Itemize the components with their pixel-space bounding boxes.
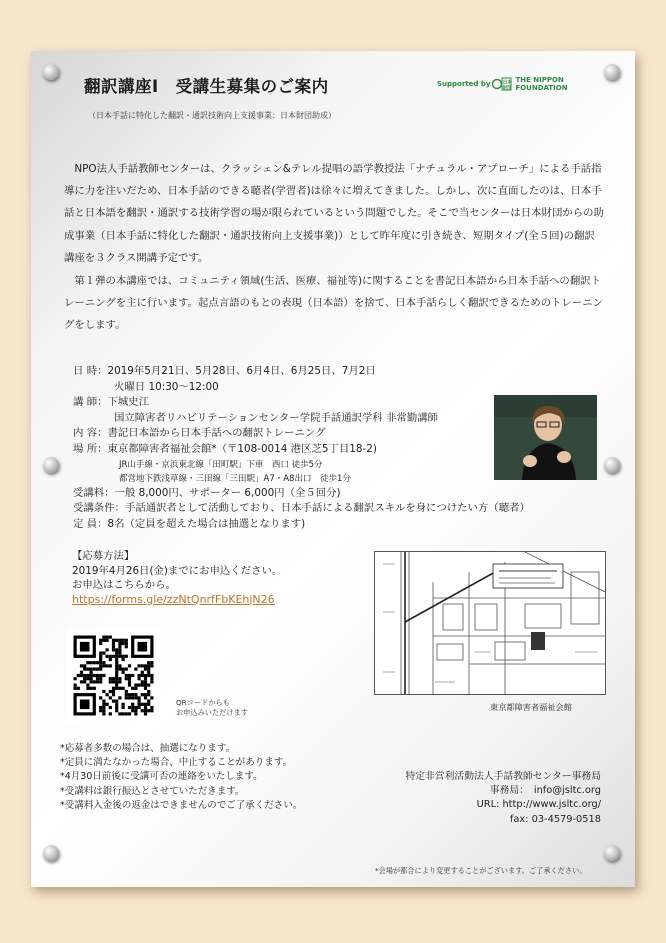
qr-module — [138, 677, 141, 680]
qr-module — [115, 668, 118, 671]
qr-module — [128, 677, 131, 680]
qr-module — [109, 680, 112, 683]
qr-code[interactable] — [66, 628, 161, 723]
qr-module — [74, 677, 77, 680]
qr-module — [141, 709, 144, 712]
qr-module — [144, 706, 147, 709]
qr-module — [141, 674, 144, 677]
qr-module — [150, 677, 153, 680]
instructor-photo — [494, 395, 597, 480]
qr-module — [96, 668, 99, 671]
qr-module — [99, 706, 102, 709]
qr-module — [131, 687, 134, 690]
qr-module — [102, 700, 105, 703]
qr-module — [90, 687, 93, 690]
qr-finder-pattern — [80, 700, 90, 710]
qr-module — [90, 677, 93, 680]
qr-module — [131, 696, 134, 699]
info-venue: 場 所：東京都障害者福祉会館*（〒108-0014 港区芝5丁目18-2) — [73, 442, 377, 455]
qr-module — [83, 680, 86, 683]
apply-deadline: 2019年4月26日(金)までにお申込ください。 — [72, 564, 283, 577]
apply-form-link[interactable]: https://forms.gle/zzNtQnrfFbKEhjN26 — [72, 592, 275, 606]
notes-list — [60, 742, 302, 813]
qr-module — [80, 680, 83, 683]
qr-module — [144, 668, 147, 671]
qr-module — [102, 703, 105, 706]
pin-top-right — [604, 64, 620, 80]
qr-module — [99, 661, 102, 664]
qr-module — [86, 684, 89, 687]
qr-module — [118, 687, 121, 690]
qr-module — [102, 709, 105, 712]
qr-module — [106, 664, 109, 667]
pin-mid-right — [604, 457, 620, 473]
qr-module — [122, 639, 125, 642]
qr-module — [118, 639, 121, 642]
qr-module — [141, 664, 144, 667]
apply-heading: 【応募方法】 — [72, 550, 135, 562]
qr-module — [138, 674, 141, 677]
qr-module — [125, 655, 128, 658]
qr-module — [112, 700, 115, 703]
qr-module — [125, 690, 128, 693]
qr-module — [150, 674, 153, 677]
qr-module — [125, 668, 128, 671]
qr-module — [144, 709, 147, 712]
qr-module — [134, 684, 137, 687]
qr-module — [90, 668, 93, 671]
qr-module — [147, 693, 150, 696]
qr-module — [141, 671, 144, 674]
qr-module — [125, 712, 128, 715]
qr-module — [118, 652, 121, 655]
info-access-subway: 都営地下鉄浅草線・三田線「三田駅」A7・A8出口 徒歩1分 — [119, 473, 351, 484]
qr-module — [102, 674, 105, 677]
qr-module — [122, 712, 125, 715]
qr-module — [122, 671, 125, 674]
qr-module — [144, 674, 147, 677]
qr-module — [118, 696, 121, 699]
org-fax: fax: 03-4579-0518 — [509, 813, 601, 825]
sponsor-name-line1: THE NIPPON — [515, 76, 564, 84]
qr-module — [115, 677, 118, 680]
qr-module — [112, 639, 115, 642]
intro-paragraph-1: NPO法人手話教師センターは、クラッシェン&テレル提唱の語学教授法「ナチュラル・アプローチ」による手話指導に力を注いだため、日本手話のできる聴者(学習者)は徐々に増えてきました。しかし、次に直面したのは、日本手話と日本語を翻訳・通訳する技術学習の場が限られているという問題でした。そこで当センターは日本財団からの助成事業（日本手話に特化した翻訳・通訳技術向上支援事業)）として昨年度に引き続き、短期タイプ(全５回)の翻訳講座を３クラス開講予定です。 — [64, 163, 604, 264]
qr-module — [99, 696, 102, 699]
qr-module — [150, 680, 153, 683]
qr-module — [83, 677, 86, 680]
qr-module — [115, 661, 118, 664]
org-url[interactable]: URL: http://www.jsltc.org/ — [476, 799, 601, 811]
qr-module — [109, 658, 112, 661]
qr-module — [90, 674, 93, 677]
qr-module — [125, 639, 128, 642]
org-name: 特定非営利活動法人手話教師センター事務局 — [405, 771, 601, 782]
qr-module — [115, 687, 118, 690]
info-access-jr: JR山手線・京浜東北線「田町駅」下車 西口 徒歩5分 — [119, 459, 323, 470]
qr-module — [138, 700, 141, 703]
qr-module — [99, 652, 102, 655]
venue-marker — [531, 632, 545, 650]
qr-module — [147, 684, 150, 687]
qr-module — [102, 706, 105, 709]
map-caption: 東京都障害者福祉会館 — [490, 702, 572, 712]
qr-module — [80, 671, 83, 674]
info-dates: 日 時：2019年5月21日、5月28日、6月4日、6月25日、7月2日 — [73, 365, 376, 377]
apply-section — [72, 549, 282, 607]
qr-module — [115, 680, 118, 683]
pin-top-left — [43, 64, 59, 80]
qr-module — [134, 668, 137, 671]
qr-module — [122, 642, 125, 645]
qr-module — [125, 677, 128, 680]
qr-module — [118, 668, 121, 671]
qr-module — [128, 706, 131, 709]
org-email[interactable]: 事務局： info@jsltc.org — [489, 785, 601, 797]
qr-module — [150, 696, 153, 699]
qr-module — [112, 680, 115, 683]
info-time: 火曜日 10:30～12:00 — [114, 380, 219, 393]
qr-module — [128, 696, 131, 699]
qr-module — [131, 703, 134, 706]
qr-module — [109, 664, 112, 667]
qr-module — [115, 639, 118, 642]
qr-module — [106, 703, 109, 706]
qr-module — [144, 712, 147, 715]
sponsor-name — [515, 76, 567, 92]
qr-module — [99, 639, 102, 642]
qr-module — [90, 661, 93, 664]
qr-module — [125, 645, 128, 648]
pin-bottom-right — [604, 845, 620, 861]
qr-module — [99, 677, 102, 680]
qr-module — [115, 684, 118, 687]
qr-module — [74, 684, 77, 687]
info-content: 内 容：書記日本語から日本手話への翻訳トレーニング — [73, 427, 326, 440]
qr-module — [112, 687, 115, 690]
qr-module — [106, 639, 109, 642]
qr-module — [115, 655, 118, 658]
qr-module — [122, 703, 125, 706]
intro-paragraph-2: 第１弾の本講座では、コミュニティ領域(生活、医療、福祉等)に関することを書記日本語から日本手話への翻訳トレーニングを主に行います。起点言語のもとの表現（日本語）を捨て、日本手話らしく翻訳できるためのトレーニングをします。 — [64, 275, 604, 332]
qr-module — [90, 680, 93, 683]
qr-module — [102, 664, 105, 667]
qr-module — [138, 684, 141, 687]
qr-module — [102, 652, 105, 655]
info-instructor: 講 師：下城史江 — [73, 396, 150, 409]
qr-module — [86, 687, 89, 690]
qr-module — [125, 674, 128, 677]
qr-module — [134, 687, 137, 690]
qr-caption-line2: お申込みいただけます — [176, 708, 248, 717]
qr-module — [147, 709, 150, 712]
qr-module — [128, 684, 131, 687]
qr-code-graphic — [66, 628, 161, 723]
organization-contact — [366, 770, 601, 827]
qr-module — [118, 648, 121, 651]
qr-module — [109, 712, 112, 715]
page-subtitle: （日本手話に特化した翻訳・通訳技術向上支援事業：日本財団助成） — [88, 111, 336, 120]
qr-module — [86, 661, 89, 664]
qr-module — [125, 696, 128, 699]
qr-module — [144, 696, 147, 699]
qr-module — [106, 636, 109, 639]
qr-module — [115, 652, 118, 655]
qr-module — [102, 661, 105, 664]
qr-module — [99, 658, 102, 661]
qr-module — [141, 693, 144, 696]
qr-module — [118, 655, 121, 658]
qr-module — [102, 639, 105, 642]
qr-module — [147, 664, 150, 667]
qr-module — [106, 648, 109, 651]
qr-module — [77, 674, 80, 677]
qr-module — [125, 642, 128, 645]
qr-module — [115, 709, 118, 712]
qr-module — [115, 674, 118, 677]
sponsor-mark-top: 日本 — [503, 80, 513, 86]
sponsor-block — [437, 75, 568, 93]
qr-module — [106, 693, 109, 696]
qr-module — [147, 668, 150, 671]
qr-module — [131, 709, 134, 712]
qr-module — [144, 693, 147, 696]
qr-module — [74, 687, 77, 690]
qr-module — [99, 668, 102, 671]
qr-module — [122, 658, 125, 661]
qr-module — [122, 687, 125, 690]
qr-module — [99, 674, 102, 677]
note-item: *定員に満たなかった場合、中止することがあります。 — [60, 757, 292, 769]
qr-module — [141, 680, 144, 683]
qr-module — [115, 703, 118, 706]
qr-module — [144, 677, 147, 680]
qr-module — [112, 645, 115, 648]
qr-module — [115, 658, 118, 661]
sponsor-name-line2: FOUNDATION — [515, 84, 568, 92]
qr-module — [131, 674, 134, 677]
qr-module — [112, 655, 115, 658]
qr-module — [118, 645, 121, 648]
instructor-photo-graphic — [494, 395, 597, 480]
qr-module — [138, 696, 141, 699]
qr-module — [86, 674, 89, 677]
qr-module — [134, 712, 137, 715]
qr-module — [102, 712, 105, 715]
qr-module — [90, 671, 93, 674]
qr-caption — [176, 698, 248, 718]
footnote: *会場が都合により変更することがございます。ご了承ください。 — [375, 866, 587, 875]
qr-module — [134, 693, 137, 696]
qr-module — [141, 684, 144, 687]
qr-module — [125, 693, 128, 696]
qr-module — [83, 674, 86, 677]
qr-module — [83, 664, 86, 667]
note-item: *応募者多数の場合は、抽選になります。 — [60, 743, 235, 754]
qr-finder-pattern — [80, 642, 90, 652]
qr-module — [102, 636, 105, 639]
qr-module — [115, 648, 118, 651]
qr-finder-pattern — [138, 642, 148, 652]
note-item: *受講料は銀行振込とさせていただきます。 — [60, 785, 245, 797]
qr-module — [109, 677, 112, 680]
qr-module — [134, 696, 137, 699]
qr-module — [115, 664, 118, 667]
qr-module — [93, 680, 96, 683]
qr-module — [112, 690, 115, 693]
qr-module — [122, 655, 125, 658]
qr-module — [99, 680, 102, 683]
qr-module — [118, 664, 121, 667]
qr-module — [122, 706, 125, 709]
qr-module — [134, 709, 137, 712]
qr-module — [115, 671, 118, 674]
qr-module — [147, 661, 150, 664]
info-capacity: 定 員：8名（定員を超えた場合は抽選となります) — [73, 517, 306, 530]
qr-module — [109, 690, 112, 693]
note-item: *受講料入金後の返金はできませんのでご了承ください。 — [60, 799, 303, 811]
qr-module — [99, 655, 102, 658]
qr-module — [144, 703, 147, 706]
venue-map — [374, 551, 606, 695]
qr-module — [144, 687, 147, 690]
qr-module — [77, 687, 80, 690]
qr-module — [106, 655, 109, 658]
sponsor-mark-bottom: 財団 — [503, 85, 513, 91]
supported-by-label: Supported by — [437, 80, 491, 88]
qr-module — [93, 668, 96, 671]
qr-module — [147, 671, 150, 674]
qr-module — [118, 712, 121, 715]
qr-module — [115, 706, 118, 709]
qr-module — [109, 655, 112, 658]
info-conditions: 受講条件：手話通訳者として活動しており、日本手話による翻訳スキルを身につけたい方（聴者） — [73, 502, 530, 515]
qr-module — [99, 709, 102, 712]
qr-module — [122, 668, 125, 671]
qr-module — [134, 706, 137, 709]
info-fee: 受講料：一般 8,000円、サポーター 6,000円（全５回分) — [73, 486, 341, 499]
qr-module — [112, 693, 115, 696]
qr-module — [86, 668, 89, 671]
qr-module — [144, 684, 147, 687]
qr-module — [131, 706, 134, 709]
qr-module — [128, 712, 131, 715]
qr-module — [96, 674, 99, 677]
qr-module — [80, 664, 83, 667]
qr-module — [86, 677, 89, 680]
pin-mid-left — [43, 457, 59, 473]
qr-module — [147, 690, 150, 693]
qr-caption-line1: QRコードからも — [176, 698, 230, 707]
page-title: 翻訳講座Ⅰ 受講生募集のご案内 — [84, 77, 329, 96]
qr-module — [93, 687, 96, 690]
qr-module — [96, 680, 99, 683]
qr-module — [131, 693, 134, 696]
qr-module — [93, 661, 96, 664]
qr-module — [93, 674, 96, 677]
qr-module — [128, 680, 131, 683]
qr-module — [109, 636, 112, 639]
qr-module — [141, 703, 144, 706]
qr-module — [128, 674, 131, 677]
qr-module — [138, 664, 141, 667]
qr-module — [83, 668, 86, 671]
pin-bottom-left — [43, 845, 59, 861]
qr-module — [99, 642, 102, 645]
venue-map-graphic — [375, 552, 605, 694]
qr-module — [150, 664, 153, 667]
nippon-foundation-icon — [492, 75, 512, 93]
qr-module — [144, 664, 147, 667]
apply-here: お申込はこちらから。 — [72, 579, 176, 592]
info-instructor-affiliation: 国立障害者リハビリテーションセンター学院手話通訳学科 非常勤講師 — [114, 411, 439, 424]
qr-module — [128, 693, 131, 696]
qr-module — [80, 674, 83, 677]
qr-module — [147, 674, 150, 677]
note-item: *4月30日前後に受講可否の連絡をいたします。 — [60, 771, 263, 783]
qr-module — [109, 696, 112, 699]
qr-module — [115, 700, 118, 703]
qr-module — [118, 642, 121, 645]
qr-module — [150, 706, 153, 709]
qr-module — [147, 703, 150, 706]
qr-module — [138, 706, 141, 709]
qr-module — [150, 709, 153, 712]
qr-module — [147, 700, 150, 703]
qr-module — [138, 703, 141, 706]
qr-module — [128, 664, 131, 667]
qr-module — [102, 690, 105, 693]
qr-module — [112, 648, 115, 651]
qr-module — [118, 677, 121, 680]
qr-module — [109, 706, 112, 709]
qr-module — [144, 680, 147, 683]
qr-module — [96, 677, 99, 680]
qr-module — [96, 661, 99, 664]
qr-module — [150, 661, 153, 664]
qr-module — [99, 664, 102, 667]
qr-module — [112, 642, 115, 645]
qr-module — [118, 680, 121, 683]
qr-module — [112, 677, 115, 680]
